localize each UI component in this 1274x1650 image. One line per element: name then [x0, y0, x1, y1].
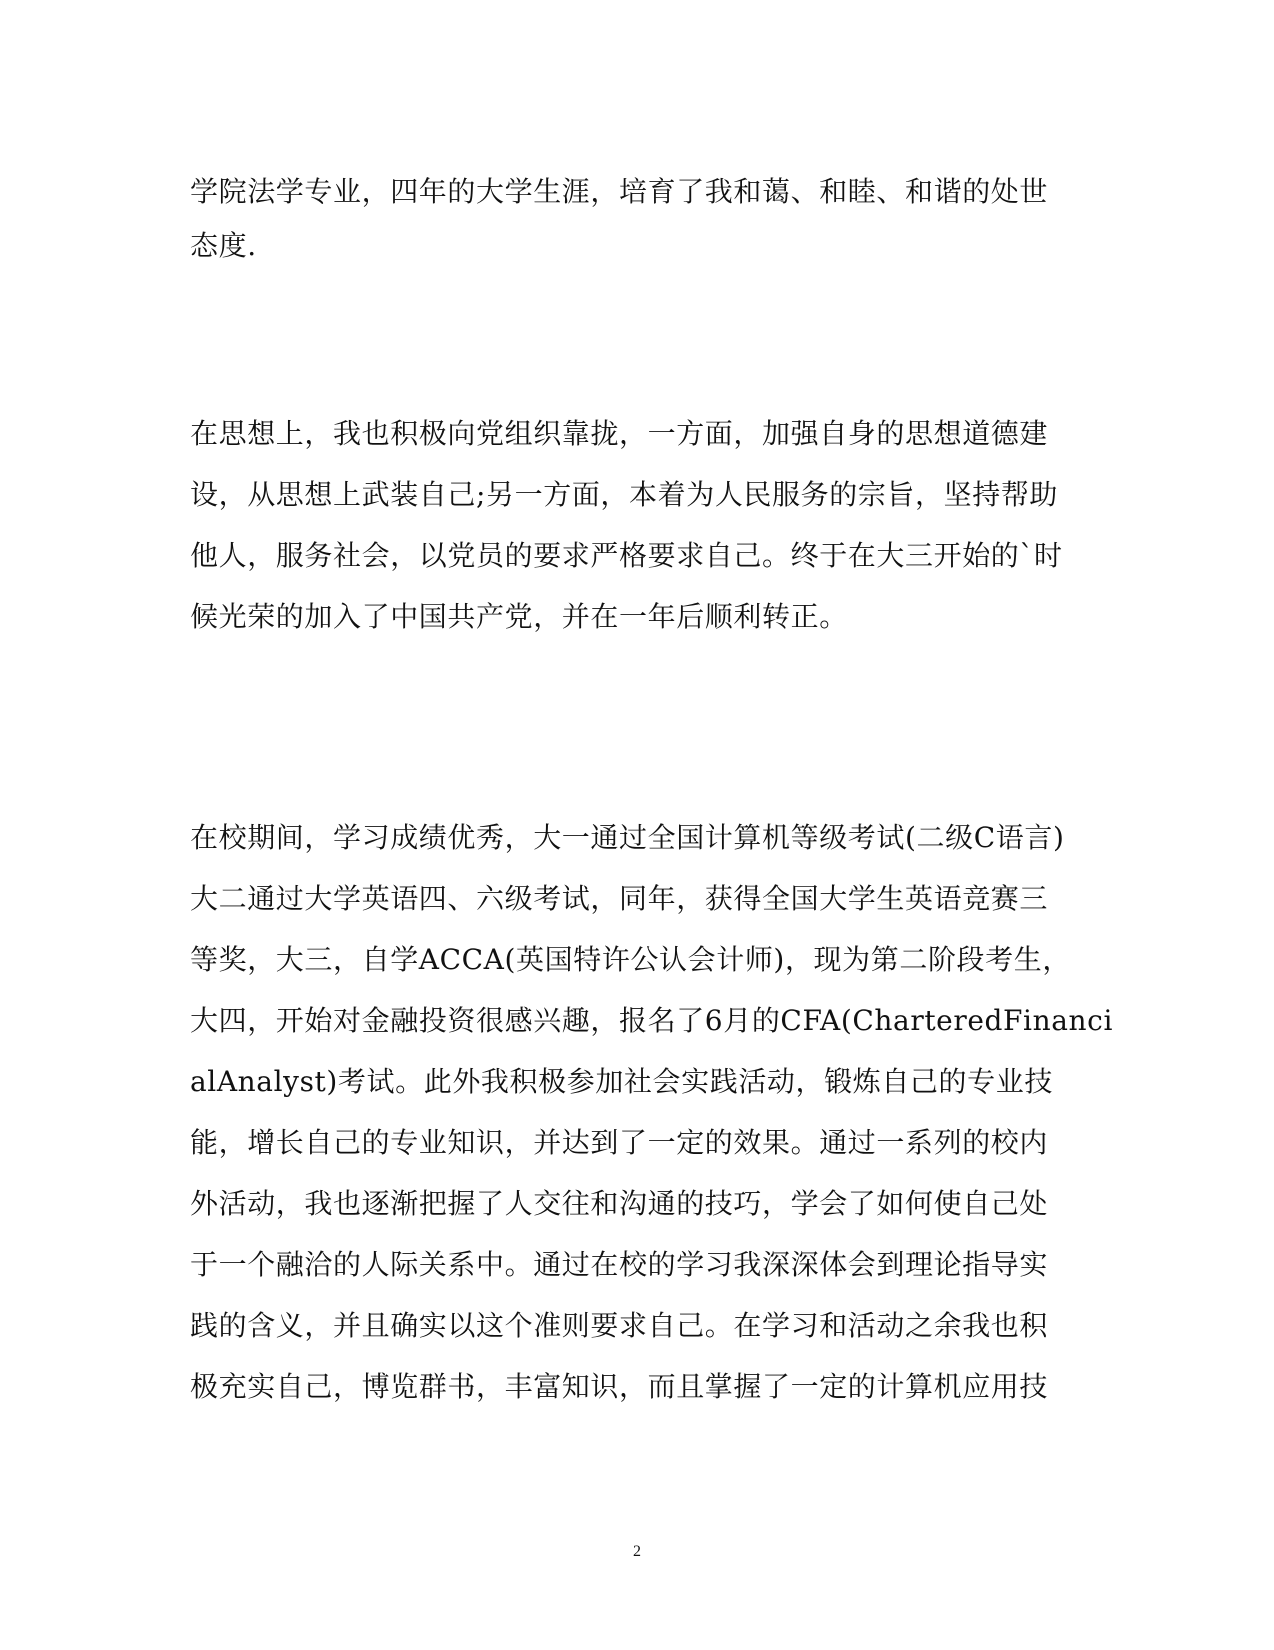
- text-line: 设，从思想上武装自己;另一方面，本着为人民服务的宗旨，坚持帮助: [190, 478, 1059, 511]
- text-line: alAnalyst)考试。此外我积极参加社会实践活动，锻炼自己的专业技: [190, 1065, 1053, 1098]
- text-line: 在思想上，我也积极向党组织靠拢，一方面，加强自身的思想道德建: [190, 417, 1049, 450]
- text-line: 能，增长自己的专业知识，并达到了一定的效果。通过一系列的校内: [190, 1126, 1049, 1159]
- text-line: 践的含义，并且确实以这个准则要求自己。在学习和活动之余我也积: [190, 1309, 1049, 1342]
- text-line: 外活动，我也逐渐把握了人交往和沟通的技巧，学会了如何使自己处: [190, 1187, 1049, 1220]
- text-line: 等奖，大三，自学ACCA(英国特许公认会计师)，现为第二阶段考生，: [190, 943, 1071, 976]
- text-line: 在校期间，学习成绩优秀，大一通过全国计算机等级考试(二级C语言): [190, 821, 1065, 854]
- text-line: 大四，开始对金融投资很感兴趣，报名了6月的CFA(CharteredFinanci: [190, 1004, 1113, 1037]
- text-line: 态度.: [190, 229, 257, 262]
- text-line: 极充实自己，博览群书，丰富知识，而且掌握了一定的计算机应用技: [190, 1370, 1049, 1403]
- text-line: 大二通过大学英语四、六级考试，同年，获得全国大学生英语竞赛三: [190, 882, 1049, 915]
- text-line: 学院法学专业，四年的大学生涯，培育了我和蔼、和睦、和谐的处世: [190, 175, 1049, 208]
- page-number: 2: [633, 1543, 641, 1560]
- text-line: 他人，服务社会，以党员的要求严格要求自己。终于在大三开始的`时: [190, 539, 1063, 572]
- text-line: 候光荣的加入了中国共产党，并在一年后顺利转正。: [190, 600, 848, 633]
- text-line: 于一个融洽的人际关系中。通过在校的学习我深深体会到理论指导实: [190, 1248, 1049, 1281]
